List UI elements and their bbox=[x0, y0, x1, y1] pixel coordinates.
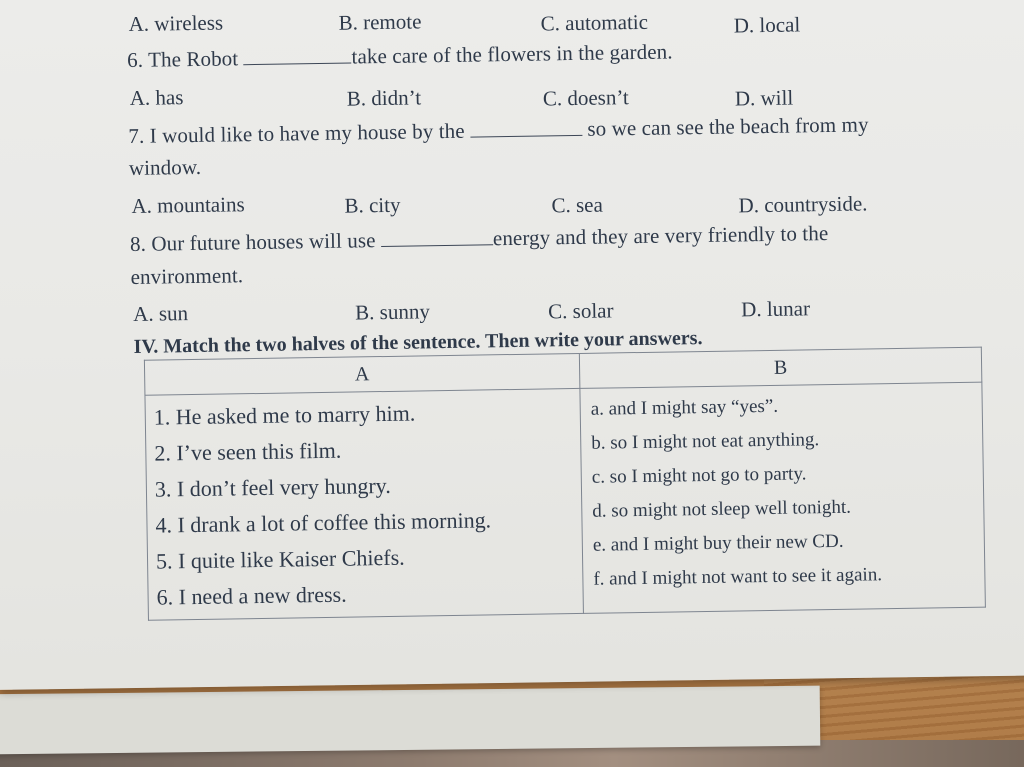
option-b: B. remote bbox=[338, 9, 422, 35]
question-6-stem bbox=[127, 39, 673, 73]
sentence-start-3: 3. I don’t feel very hungry. bbox=[154, 472, 391, 502]
question-7-stem-start: 7. I would like to have my house by the bbox=[128, 118, 465, 149]
sentence-end-c: c. so I might not go to party. bbox=[591, 463, 807, 488]
matching-table bbox=[144, 347, 986, 621]
sentence-start-5: 5. I quite like Kaiser Chiefs. bbox=[155, 544, 405, 574]
question-8-stem-end: energy and they are very friendly to the bbox=[492, 221, 829, 251]
option-d: D. countryside. bbox=[738, 191, 868, 218]
option-a: A. has bbox=[129, 85, 184, 110]
option-b: B. city bbox=[344, 192, 401, 218]
option-c: C. solar bbox=[547, 298, 614, 324]
option-a: A. wireless bbox=[128, 10, 224, 36]
sentence-start-2: 2. I’ve seen this film. bbox=[154, 437, 342, 466]
column-b-header: B bbox=[579, 347, 982, 388]
answer-blank bbox=[381, 243, 493, 247]
answer-blank bbox=[470, 134, 582, 138]
option-b: B. didn’t bbox=[346, 85, 422, 111]
question-8-stem-start: 8. Our future houses will use bbox=[129, 228, 376, 256]
option-c: C. automatic bbox=[540, 9, 649, 36]
question-6-stem-end: take care of the flowers in the garden. bbox=[351, 39, 673, 69]
question-7-stem-continued: window. bbox=[128, 154, 202, 181]
sentence-end-b: b. so I might not eat anything. bbox=[591, 429, 820, 454]
sentence-start-6: 6. I need a new dress. bbox=[156, 581, 347, 610]
question-7-stem-end: so we can see the beach from my bbox=[587, 112, 869, 141]
answer-blank bbox=[244, 61, 352, 65]
column-a bbox=[145, 388, 583, 620]
sentence-start-4: 4. I drank a lot of coffee this morning. bbox=[155, 507, 492, 538]
question-8-stem-continued: environment. bbox=[130, 263, 244, 289]
column-b bbox=[580, 382, 985, 613]
question-8-stem bbox=[130, 221, 829, 257]
sentence-end-a: a. and I might say “yes”. bbox=[590, 395, 779, 420]
option-b: B. sunny bbox=[354, 299, 431, 325]
section-iv-title: IV. Match the two halves of the sentence. Then write your answers. bbox=[133, 327, 703, 358]
sentence-end-e: e. and I might buy their new CD. bbox=[592, 530, 844, 556]
option-c: C. sea bbox=[551, 192, 604, 218]
option-d: D. local bbox=[733, 12, 801, 38]
option-d: D. lunar bbox=[740, 296, 811, 322]
sentence-start-1: 1. He asked me to marry him. bbox=[153, 400, 416, 430]
question-7-stem bbox=[128, 112, 869, 149]
sentence-end-d: d. so might not sleep well tonight. bbox=[592, 496, 852, 522]
option-d: D. will bbox=[734, 85, 794, 111]
sentence-end-f: f. and I might not want to see it again. bbox=[593, 564, 883, 590]
question-6-stem-start: 6. The Robot bbox=[126, 46, 239, 73]
column-a-header: A bbox=[144, 353, 579, 395]
option-c: C. doesn’t bbox=[542, 85, 629, 111]
option-a: A. sun bbox=[132, 301, 189, 326]
option-a: A. mountains bbox=[131, 192, 245, 218]
